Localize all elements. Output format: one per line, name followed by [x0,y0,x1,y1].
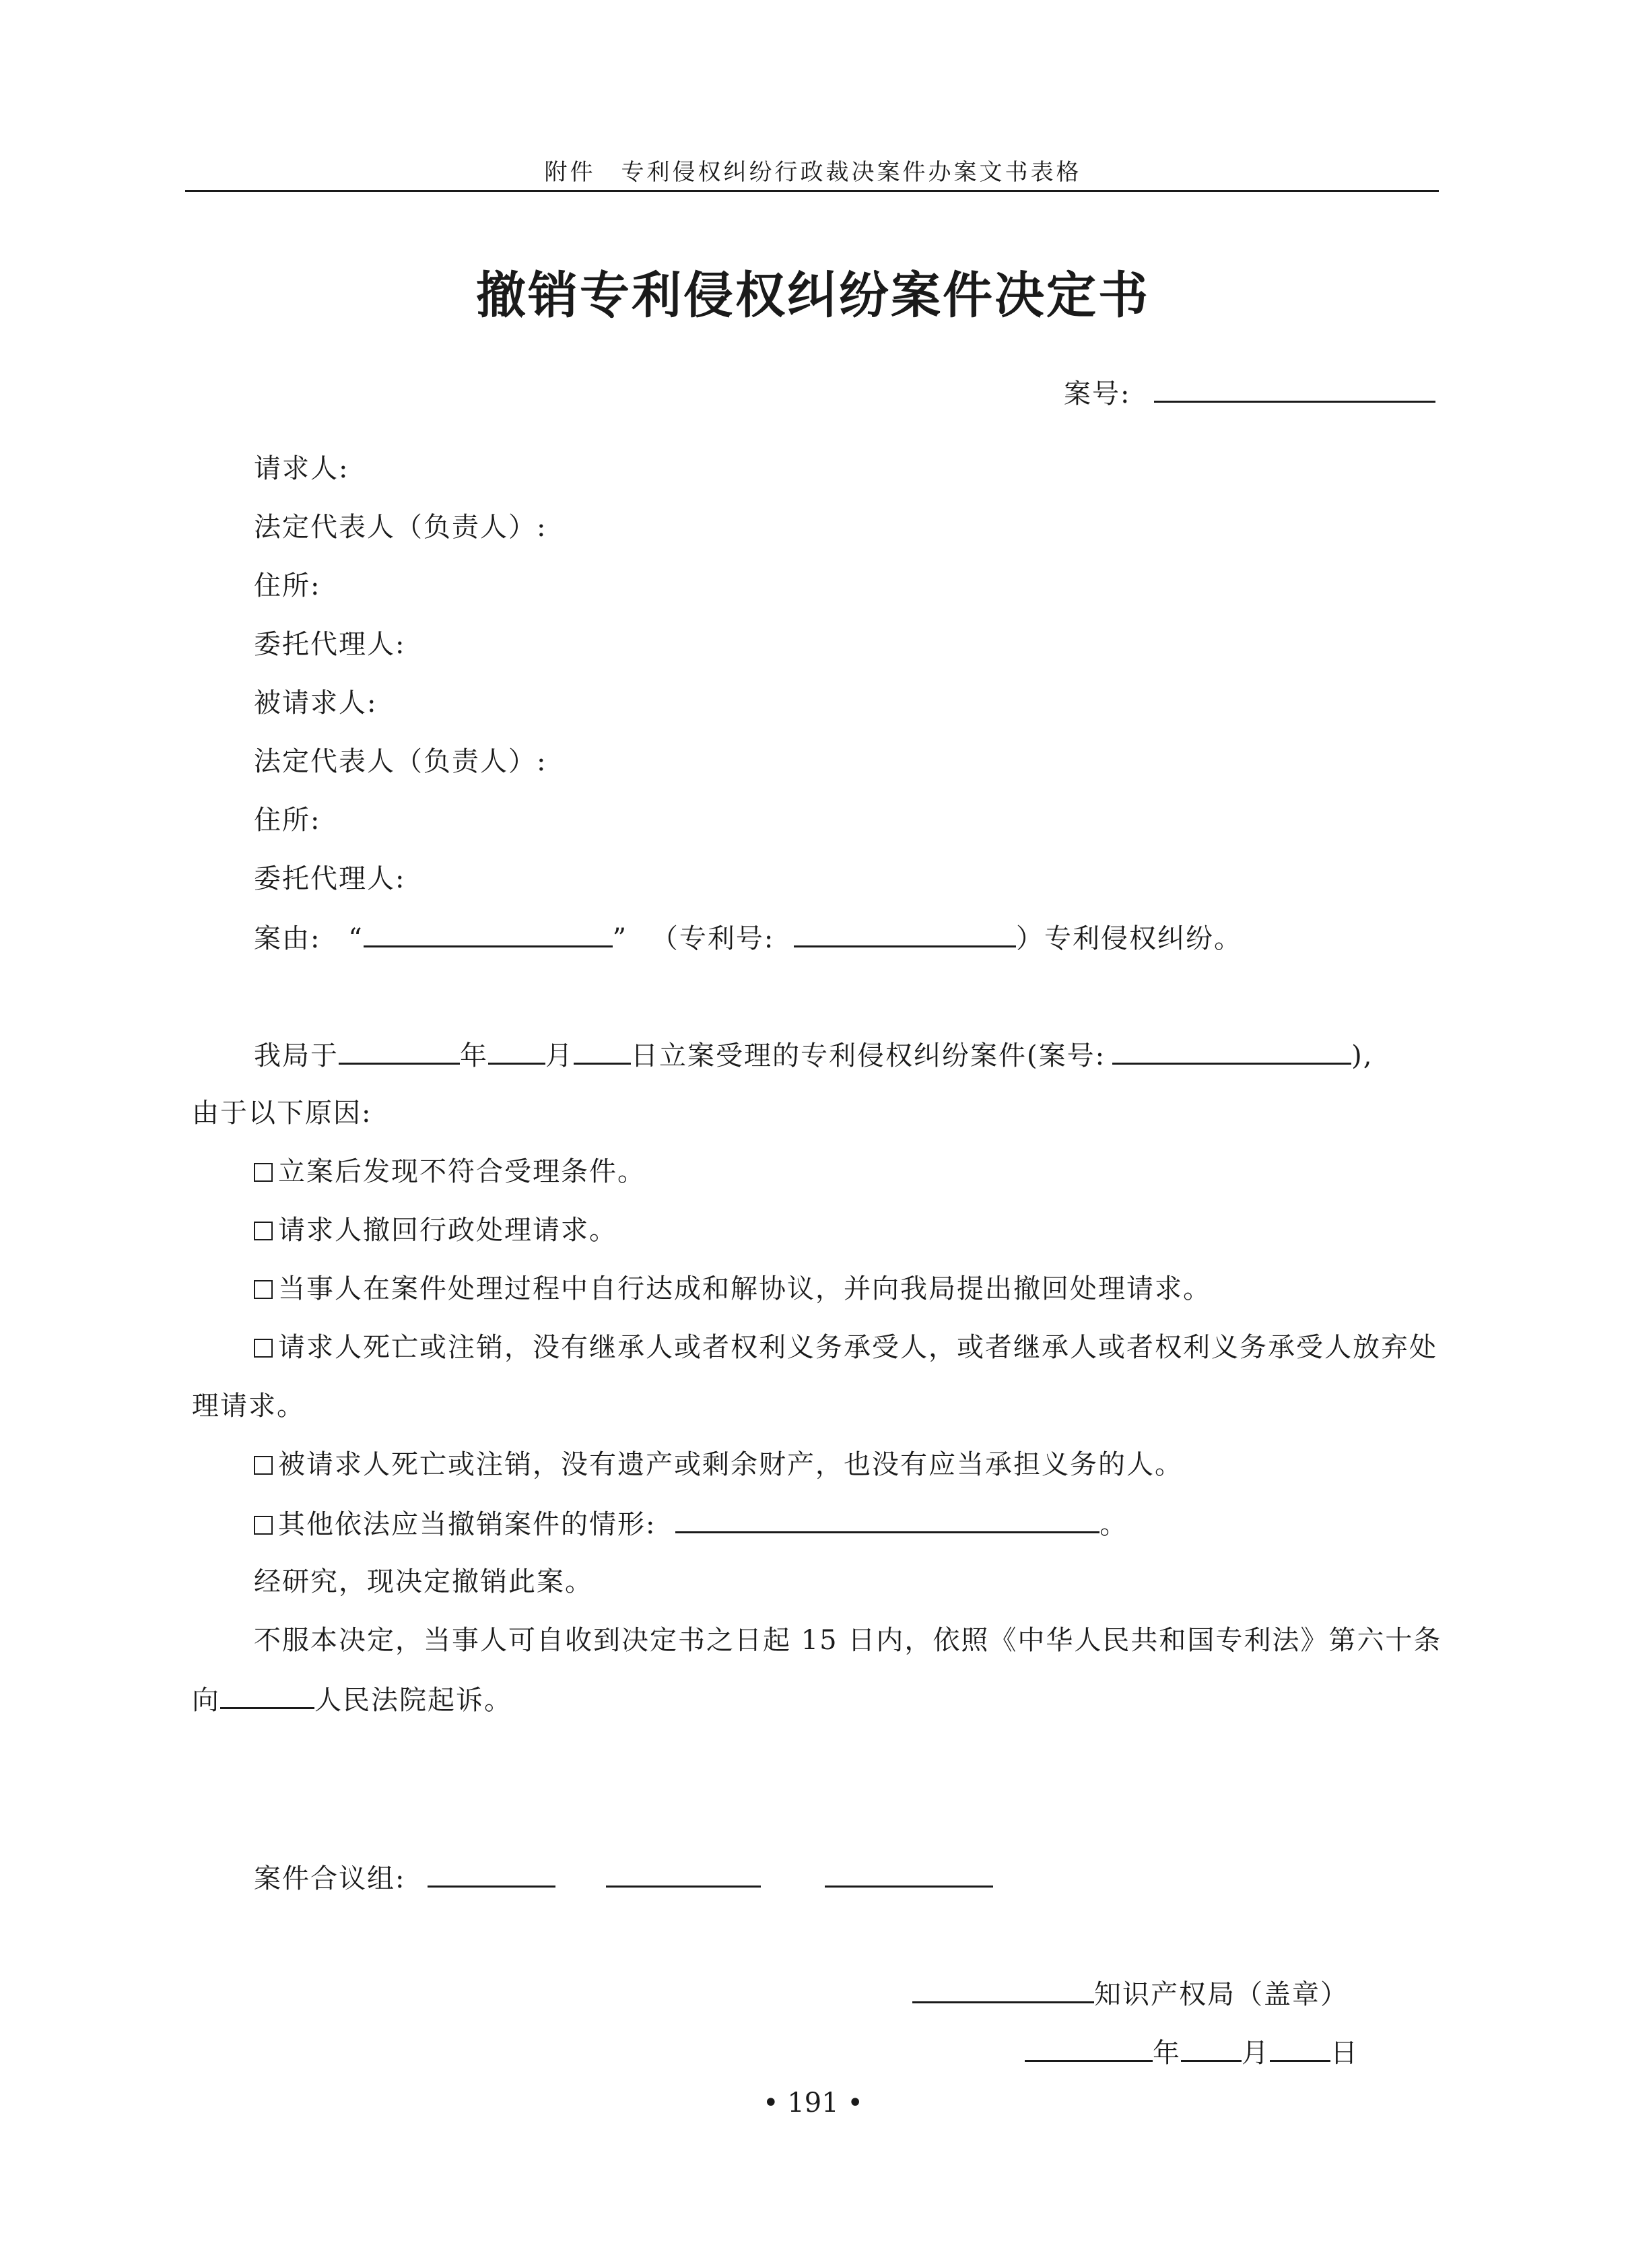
seal-row [912,1974,1349,2013]
respondent-agent-label: 委托代理人: [254,863,406,894]
cause-row [254,919,1242,958]
reason-3-text: 当事人在案件处理过程中自行达成和解协议，并向我局提出撤回处理请求。 [278,1273,1211,1304]
reason-4-continued: 理请求。 [192,1391,305,1422]
reason-6-end: 。 [1099,1509,1128,1540]
panel-member-1-field[interactable] [428,1859,555,1888]
reason-6 [254,1504,1128,1543]
reason-4-checkbox[interactable] [254,1339,273,1358]
reason-1-checkbox[interactable] [254,1163,273,1182]
intro-month-label: 月 [545,1040,574,1071]
decision-text: 经研究，现决定撤销此案。 [254,1566,593,1597]
reason-2-checkbox[interactable] [254,1222,273,1240]
reason-4-text: 请求人死亡或注销，没有继承人或者权利义务承受人，或者继承人或者权利义务承受人放弃处 [278,1332,1437,1363]
respondent-label: 被请求人: [254,688,378,719]
reason-5-text: 被请求人死亡或注销，没有遗产或剩余财产，也没有应当承担义务的人。 [278,1449,1183,1480]
cause-label: 案由: [254,923,321,954]
document-title: 撤销专利侵权纠纷案件决定书 [476,267,1150,325]
reason-4 [254,1329,1437,1366]
reason-1-text: 立案后发现不符合受理条件。 [278,1156,646,1187]
panel-member-3-field[interactable] [825,1859,993,1888]
case-number-field[interactable] [1154,374,1435,403]
filing-day-field[interactable] [574,1036,631,1065]
filing-year-field[interactable] [339,1036,460,1065]
date-month-label: 月 [1242,2038,1270,2069]
reason-1 [254,1153,646,1191]
panel-member-2-field[interactable] [606,1859,761,1888]
appeal-prefix: 向 [192,1685,220,1716]
requester-agent-label: 委托代理人: [254,629,406,660]
panel-row [254,1859,993,1898]
office-name-field[interactable] [912,1974,1094,2003]
reason-5-checkbox[interactable] [254,1456,273,1475]
intro-line [254,1036,1373,1075]
date-month-field[interactable] [1181,2033,1242,2062]
requester-rep-label: 法定代表人（负责人）: [254,512,547,543]
intro-line-2: 由于以下原因: [192,1098,372,1129]
reason-6-checkbox[interactable] [254,1516,273,1535]
respondent-address-label: 住所: [254,805,321,836]
reason-2-text: 请求人撤回行政处理请求。 [278,1215,617,1246]
intro-suffix: ), [1351,1040,1374,1071]
intro-prefix: 我局于 [254,1040,339,1071]
reason-2 [254,1211,617,1249]
case-number-row [1064,374,1435,413]
date-day-field[interactable] [1270,2033,1330,2062]
filing-month-field[interactable] [488,1036,545,1065]
reason-5 [254,1446,1183,1483]
reason-3-checkbox[interactable] [254,1280,273,1299]
case-number-label: 案号: [1064,378,1131,409]
appeal-line-2 [192,1680,512,1719]
cause-suffix: ）专利侵权纠纷。 [1016,923,1243,954]
reason-6-text: 其他依法应当撤销案件的情形: [278,1509,656,1540]
date-year-field[interactable] [1025,2033,1153,2062]
other-reason-field[interactable] [675,1504,1099,1533]
cause-name-field[interactable] [364,919,613,947]
court-name-field[interactable] [220,1680,314,1709]
respondent-rep-label: 法定代表人（负责人）: [254,746,547,777]
patent-number-field[interactable] [794,919,1016,947]
appeal-suffix: 人民法院起诉。 [314,1685,512,1716]
intro-year-label: 年 [460,1040,488,1071]
seal-text: 知识产权局（盖章） [1094,1979,1349,2010]
requester-label: 请求人: [254,453,349,484]
header-divider [185,190,1439,192]
reason-3 [254,1270,1211,1308]
original-case-number-field[interactable] [1112,1036,1351,1065]
page-number: • 191 • [763,2088,863,2119]
date-row [1025,2033,1359,2072]
requester-address-label: 住所: [254,570,321,601]
patent-number-label: （专利号: [650,923,775,954]
date-day-label: 日 [1330,2038,1359,2069]
date-year-label: 年 [1153,2038,1181,2069]
panel-label: 案件合议组: [254,1863,406,1894]
appeal-line-1: 不服本决定，当事人可自收到决定书之日起 15 日内，依照《中华人民共和国专利法》第六十条 [254,1625,1442,1656]
intro-day-text: 日立案受理的专利侵权纠纷案件(案号: [631,1040,1106,1071]
cause-open-quote: “ [348,923,364,954]
running-header: 附件 专利侵权纠纷行政裁决案件办案文书表格 [544,159,1082,186]
cause-close-quote: ” [612,923,628,954]
